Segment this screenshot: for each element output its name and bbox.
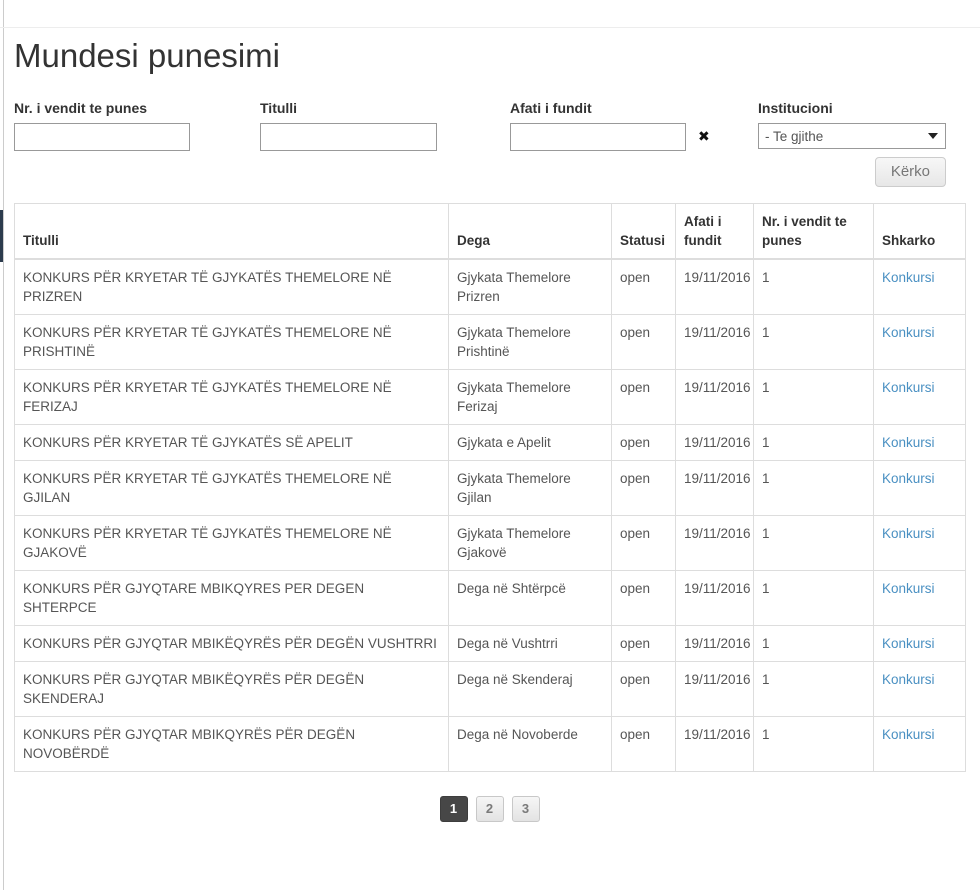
afati_i_fundit-cell: 19/11/2016 — [676, 259, 754, 315]
page-button-2[interactable]: 2 — [476, 796, 504, 822]
shkarko-cell — [874, 626, 966, 662]
titulli-cell: KONKURS PËR GJYQTARE MBIKQYRES PER DEGEN SHTERPCE — [15, 571, 449, 626]
table-row — [15, 259, 966, 315]
dega-cell: Dega në Novoberde — [449, 717, 612, 772]
dega-cell: Gjykata Themelore Ferizaj — [449, 370, 612, 425]
titulli-cell: KONKURS PËR KRYETAR TË GJYKATËS THEMELORE NË GJILAN — [15, 461, 449, 516]
afati_i_fundit-cell: 19/11/2016 — [676, 626, 754, 662]
column-header: Dega — [449, 204, 612, 260]
shkarko-cell — [874, 516, 966, 571]
table-row — [15, 516, 966, 571]
shkarko-cell — [874, 461, 966, 516]
table-row — [15, 571, 966, 626]
statusi-cell: open — [612, 461, 676, 516]
column-header: Afati i fundit — [676, 204, 754, 260]
table-row — [15, 717, 966, 772]
titulli-cell: KONKURS PËR GJYQTAR MBIKQYRËS PËR DEGËN NOVOBËRDË — [15, 717, 449, 772]
dega-cell: Gjykata e Apelit — [449, 425, 612, 461]
filter-institution — [758, 100, 946, 149]
statusi-cell: open — [612, 315, 676, 370]
konkursi-link[interactable]: Konkursi — [882, 380, 935, 395]
table-row — [15, 370, 966, 425]
shkarko-cell — [874, 571, 966, 626]
konkursi-link[interactable]: Konkursi — [882, 471, 935, 486]
shkarko-cell — [874, 370, 966, 425]
table-header-row — [15, 204, 966, 260]
page-button-3[interactable]: 3 — [512, 796, 540, 822]
shkarko-cell — [874, 717, 966, 772]
statusi-cell: open — [612, 370, 676, 425]
titulli-cell: KONKURS PËR KRYETAR TË GJYKATËS THEMELORE NË PRIZREN — [15, 259, 449, 315]
table-body — [15, 259, 966, 772]
title-label: Titulli — [260, 100, 298, 116]
statusi-cell: open — [612, 425, 676, 461]
deadline-input[interactable] — [510, 123, 686, 151]
statusi-cell: open — [612, 626, 676, 662]
table-row — [15, 425, 966, 461]
titulli-cell: KONKURS PËR GJYQTAR MBIKËQYRËS PËR DEGËN VUSHTRRI — [15, 626, 449, 662]
konkursi-link[interactable]: Konkursi — [882, 581, 935, 596]
clear-deadline-icon[interactable]: ✖ — [698, 128, 710, 144]
dega-cell: Gjykata Themelore Prizren — [449, 259, 612, 315]
shkarko-cell — [874, 259, 966, 315]
afati_i_fundit-cell: 19/11/2016 — [676, 717, 754, 772]
left-border-line — [3, 0, 4, 890]
nr_i_vendit-cell: 1 — [754, 425, 874, 461]
konkursi-link[interactable]: Konkursi — [882, 727, 935, 742]
konkursi-link[interactable]: Konkursi — [882, 325, 935, 340]
table-row — [15, 662, 966, 717]
left-accent-bar — [0, 210, 3, 262]
afati_i_fundit-cell: 19/11/2016 — [676, 662, 754, 717]
job-number-input[interactable] — [14, 123, 190, 151]
dega-cell: Gjykata Themelore Gjilan — [449, 461, 612, 516]
dega-cell: Gjykata Themelore Prishtinë — [449, 315, 612, 370]
statusi-cell: open — [612, 717, 676, 772]
titulli-cell: KONKURS PËR KRYETAR TË GJYKATËS THEMELORE NË PRISHTINË — [15, 315, 449, 370]
institution-select[interactable] — [758, 123, 946, 149]
shkarko-cell — [874, 662, 966, 717]
title-input[interactable] — [260, 123, 437, 151]
deadline-label: Afati i fundit — [510, 100, 592, 116]
dega-cell: Dega në Skenderaj — [449, 662, 612, 717]
nr_i_vendit-cell: 1 — [754, 571, 874, 626]
konkursi-link[interactable]: Konkursi — [882, 526, 935, 541]
search-button[interactable]: Kërko — [875, 157, 946, 187]
nr_i_vendit-cell: 1 — [754, 461, 874, 516]
afati_i_fundit-cell: 19/11/2016 — [676, 571, 754, 626]
main-content — [14, 0, 965, 822]
afati_i_fundit-cell: 19/11/2016 — [676, 370, 754, 425]
konkursi-link[interactable]: Konkursi — [882, 270, 935, 285]
shkarko-cell — [874, 315, 966, 370]
nr_i_vendit-cell: 1 — [754, 259, 874, 315]
nr_i_vendit-cell: 1 — [754, 370, 874, 425]
dega-cell: Dega në Shtërpcë — [449, 571, 612, 626]
institution-label: Institucioni — [758, 100, 833, 116]
titulli-cell: KONKURS PËR KRYETAR TË GJYKATËS THEMELORE NË GJAKOVË — [15, 516, 449, 571]
column-header: Nr. i vendit te punes — [754, 204, 874, 260]
filter-deadline — [510, 100, 686, 151]
konkursi-link[interactable]: Konkursi — [882, 636, 935, 651]
nr_i_vendit-cell: 1 — [754, 626, 874, 662]
table-row — [15, 626, 966, 662]
jobs-table — [14, 203, 966, 772]
search-filter-bar — [14, 100, 965, 203]
titulli-cell: KONKURS PËR KRYETAR TË GJYKATËS SË APELIT — [15, 425, 449, 461]
titulli-cell: KONKURS PËR GJYQTAR MBIKËQYRËS PËR DEGËN SKENDERAJ — [15, 662, 449, 717]
afati_i_fundit-cell: 19/11/2016 — [676, 315, 754, 370]
statusi-cell: open — [612, 571, 676, 626]
page-button-1[interactable]: 1 — [440, 796, 468, 822]
pagination — [14, 796, 965, 822]
column-header: Statusi — [612, 204, 676, 260]
statusi-cell: open — [612, 662, 676, 717]
afati_i_fundit-cell: 19/11/2016 — [676, 425, 754, 461]
column-header: Shkarko — [874, 204, 966, 260]
dega-cell: Gjykata Themelore Gjakovë — [449, 516, 612, 571]
column-header: Titulli — [15, 204, 449, 260]
nr_i_vendit-cell: 1 — [754, 717, 874, 772]
dega-cell: Dega në Vushtrri — [449, 626, 612, 662]
nr_i_vendit-cell: 1 — [754, 315, 874, 370]
nr_i_vendit-cell: 1 — [754, 516, 874, 571]
konkursi-link[interactable]: Konkursi — [882, 672, 935, 687]
titulli-cell: KONKURS PËR KRYETAR TË GJYKATËS THEMELORE NË FERIZAJ — [15, 370, 449, 425]
job-number-label: Nr. i vendit te punes — [14, 100, 148, 116]
afati_i_fundit-cell: 19/11/2016 — [676, 516, 754, 571]
afati_i_fundit-cell: 19/11/2016 — [676, 461, 754, 516]
statusi-cell: open — [612, 259, 676, 315]
table-row — [15, 461, 966, 516]
shkarko-cell — [874, 425, 966, 461]
filter-title — [260, 100, 437, 151]
page-title: Mundesi punesimi — [14, 37, 280, 74]
filter-job-number — [14, 100, 190, 151]
konkursi-link[interactable]: Konkursi — [882, 435, 935, 450]
table-row — [15, 315, 966, 370]
nr_i_vendit-cell: 1 — [754, 662, 874, 717]
statusi-cell: open — [612, 516, 676, 571]
